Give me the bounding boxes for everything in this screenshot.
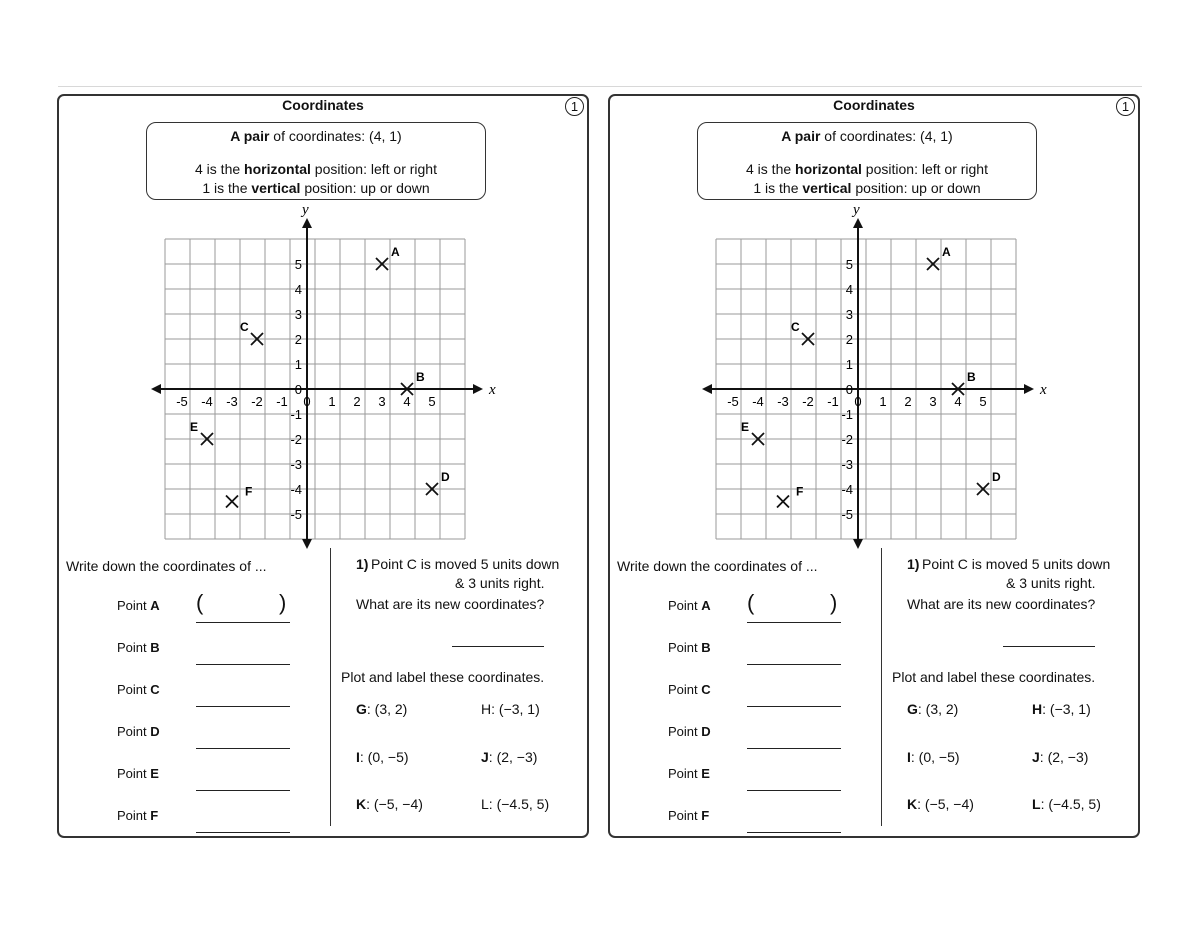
answer-line-c[interactable] xyxy=(747,706,841,707)
x-axis-label: x xyxy=(489,382,496,398)
x-tick-label: 0 xyxy=(854,394,862,409)
x-tick-label: 4 xyxy=(403,394,411,409)
q1-text-line2: & 3 units right. xyxy=(455,575,545,591)
y-tick-label: -1 xyxy=(290,407,302,422)
plot-coord-i: I: (0, −5) xyxy=(356,749,409,765)
plot-intro: Plot and label these coordinates. xyxy=(341,669,545,685)
x-tick-label: 1 xyxy=(879,394,887,409)
x-tick-label: 0 xyxy=(303,394,311,409)
answer-line-a[interactable] xyxy=(747,622,841,623)
page-number-badge: 1 xyxy=(1116,97,1135,116)
q1-text-line3: What are its new coordinates? xyxy=(907,596,1096,612)
y-axis-arrow-down xyxy=(853,539,863,549)
plot-coord-j: J: (2, −3) xyxy=(1032,749,1089,765)
y-tick-label: -5 xyxy=(290,507,302,522)
y-tick-label: 2 xyxy=(294,332,302,347)
y-tick-label: -3 xyxy=(841,457,853,472)
x-axis-label: x xyxy=(1040,382,1047,398)
column-divider xyxy=(330,548,331,826)
point-label-d: D xyxy=(441,470,450,484)
info-line-3: 1 is the vertical position: up or down xyxy=(753,180,981,196)
plot-coord-k: K: (−5, −4) xyxy=(356,796,423,812)
y-tick-label: 5 xyxy=(845,257,853,272)
worksheet-title: Coordinates xyxy=(833,97,915,113)
x-tick-label: 3 xyxy=(378,394,386,409)
y-tick-label: -3 xyxy=(290,457,302,472)
x-tick-label: -4 xyxy=(752,394,764,409)
point-label-b: Point B xyxy=(668,640,711,655)
point-label-c: C xyxy=(240,320,249,334)
answer-line-b[interactable] xyxy=(196,664,290,665)
x-tick-label: -1 xyxy=(827,394,839,409)
coordinate-grid xyxy=(702,204,1052,549)
x-tick-label: 4 xyxy=(954,394,962,409)
plot-coord-g: G: (3, 2) xyxy=(907,701,959,717)
q1-text-line2: & 3 units right. xyxy=(1006,575,1096,591)
point-label-e: Point E xyxy=(117,766,159,781)
point-label-e: E xyxy=(190,420,199,434)
x-tick-label: -2 xyxy=(802,394,814,409)
column-divider xyxy=(881,548,882,826)
info-line-2: 4 is the horizontal position: left or right xyxy=(195,161,437,177)
y-axis-label: y xyxy=(302,204,309,218)
y-axis-label: y xyxy=(853,204,860,218)
info-line-1: A pair of coordinates: (4, 1) xyxy=(781,128,953,144)
info-line-2: 4 is the horizontal position: left or right xyxy=(746,161,988,177)
q1-text-line1: Point C is moved 5 units down xyxy=(922,556,1111,572)
question-intro: Write down the coordinates of ... xyxy=(617,558,818,574)
point-label-f: Point F xyxy=(117,808,159,823)
x-tick-label: 2 xyxy=(904,394,912,409)
y-tick-label: -4 xyxy=(290,482,302,497)
y-axis-arrow-up xyxy=(302,218,312,228)
y-tick-label: 2 xyxy=(845,332,853,347)
y-axis-arrow-up xyxy=(853,218,863,228)
x-tick-label: -1 xyxy=(276,394,288,409)
q1-answer-line[interactable] xyxy=(452,646,544,647)
plot-coord-l: L: (−4.5, 5) xyxy=(481,796,550,812)
page-number-badge: 1 xyxy=(565,97,584,116)
info-box xyxy=(697,122,1037,200)
plot-intro: Plot and label these coordinates. xyxy=(892,669,1096,685)
q1-text-line3: What are its new coordinates? xyxy=(356,596,545,612)
answer-line-d[interactable] xyxy=(747,748,841,749)
coordinate-grid xyxy=(151,204,501,549)
point-label-e: E xyxy=(741,420,750,434)
x-tick-label: 5 xyxy=(979,394,987,409)
plot-coord-j: J: (2, −3) xyxy=(481,749,538,765)
x-tick-label: -3 xyxy=(777,394,789,409)
y-tick-label: 0 xyxy=(845,382,853,397)
point-label-d: Point D xyxy=(668,724,711,739)
answer-line-e[interactable] xyxy=(747,790,841,791)
point-label-c: Point C xyxy=(117,682,160,697)
y-tick-label: 1 xyxy=(294,357,302,372)
x-tick-label: 2 xyxy=(353,394,361,409)
point-label-a: Point A xyxy=(117,598,160,613)
point-label-d: Point D xyxy=(117,724,160,739)
worksheet-right xyxy=(608,94,1140,838)
top-rule xyxy=(58,86,1142,87)
info-line-3: 1 is the vertical position: up or down xyxy=(202,180,430,196)
question-intro: Write down the coordinates of ... xyxy=(66,558,267,574)
x-tick-label: -5 xyxy=(176,394,188,409)
x-axis-arrow-right xyxy=(473,384,483,394)
point-label-b: B xyxy=(416,370,425,384)
close-paren: ) xyxy=(830,590,838,615)
x-tick-label: 3 xyxy=(929,394,937,409)
answer-line-e[interactable] xyxy=(196,790,290,791)
y-tick-label: 5 xyxy=(294,257,302,272)
plot-coord-i: I: (0, −5) xyxy=(907,749,960,765)
point-label-b: B xyxy=(967,370,976,384)
open-paren: ( xyxy=(196,590,204,615)
x-axis-arrow-left xyxy=(702,384,712,394)
point-label-a: Point A xyxy=(668,598,711,613)
point-label-b: Point B xyxy=(117,640,160,655)
y-tick-label: -2 xyxy=(290,432,302,447)
answer-line-a[interactable] xyxy=(196,622,290,623)
plot-coord-h: H: (−3, 1) xyxy=(481,701,540,717)
close-paren: ) xyxy=(279,590,287,615)
x-axis-arrow-right xyxy=(1024,384,1034,394)
point-label-e: Point E xyxy=(668,766,710,781)
q1-answer-line[interactable] xyxy=(1003,646,1095,647)
y-tick-label: 0 xyxy=(294,382,302,397)
worksheet-title: Coordinates xyxy=(282,97,364,113)
point-label-f: F xyxy=(796,484,804,499)
y-tick-label: 3 xyxy=(294,307,302,322)
y-tick-label: -4 xyxy=(841,482,853,497)
x-tick-label: -5 xyxy=(727,394,739,409)
info-box xyxy=(146,122,486,200)
point-label-f: Point F xyxy=(668,808,710,823)
y-tick-label: -2 xyxy=(841,432,853,447)
point-label-c: Point C xyxy=(668,682,711,697)
plot-coord-k: K: (−5, −4) xyxy=(907,796,974,812)
y-tick-label: -5 xyxy=(841,507,853,522)
y-tick-label: 1 xyxy=(845,357,853,372)
point-label-f: F xyxy=(245,484,253,499)
point-label-a: A xyxy=(391,245,400,259)
answer-line-c[interactable] xyxy=(196,706,290,707)
point-label-a: A xyxy=(942,245,951,259)
y-tick-label: 4 xyxy=(294,282,302,297)
y-tick-label: 4 xyxy=(845,282,853,297)
info-line-1: A pair of coordinates: (4, 1) xyxy=(230,128,402,144)
y-tick-label: -1 xyxy=(841,407,853,422)
point-label-d: D xyxy=(992,470,1001,484)
worksheet-left xyxy=(57,94,589,838)
answer-line-d[interactable] xyxy=(196,748,290,749)
plot-coord-g: G: (3, 2) xyxy=(356,701,408,717)
x-tick-label: -3 xyxy=(226,394,238,409)
q1-number: 1) xyxy=(356,556,369,572)
x-tick-label: -4 xyxy=(201,394,213,409)
plot-coord-l: L: (−4.5, 5) xyxy=(1032,796,1101,812)
x-axis-arrow-left xyxy=(151,384,161,394)
answer-line-f[interactable] xyxy=(196,832,290,833)
x-tick-label: -2 xyxy=(251,394,263,409)
y-axis-arrow-down xyxy=(302,539,312,549)
answer-line-f[interactable] xyxy=(747,832,841,833)
x-tick-label: 5 xyxy=(428,394,436,409)
y-tick-label: 3 xyxy=(845,307,853,322)
q1-text-line1: Point C is moved 5 units down xyxy=(371,556,560,572)
open-paren: ( xyxy=(747,590,755,615)
x-tick-label: 1 xyxy=(328,394,336,409)
point-label-c: C xyxy=(791,320,800,334)
plot-coord-h: H: (−3, 1) xyxy=(1032,701,1091,717)
q1-number: 1) xyxy=(907,556,920,572)
answer-line-b[interactable] xyxy=(747,664,841,665)
